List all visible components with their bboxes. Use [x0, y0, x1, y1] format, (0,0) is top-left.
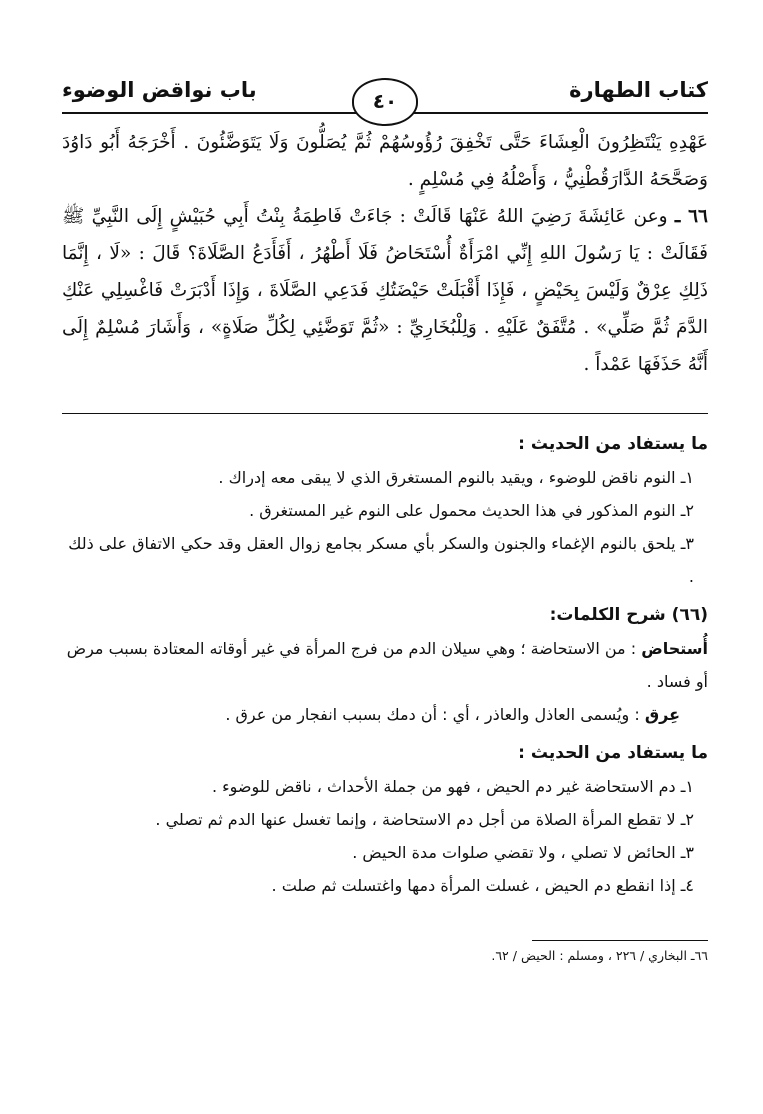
benefit-item: ٣ـ يلحق بالنوم الإغماء والجنون والسكر بأي مسكر بجامع زوال العقل وقد حكي الاتفاق على ذلك . [68, 534, 694, 586]
vocab-definition: : من الاستحاضة ؛ وهي سيلان الدم من فرج المرأة في غير أوقاته المعتادة بسبب مرض أو فساد . [66, 639, 708, 691]
book-page [62, 64, 708, 967]
vocab-definition: : ويُسمى العاذل والعاذر ، أي : أن دمك بسبب انفجار من عرق . [225, 705, 645, 724]
vocab-term: أُستحاض [641, 639, 708, 658]
hadith-number: ٦٦ ـ [674, 206, 708, 227]
benefit-item: ٢ـ النوم المذكور في هذا الحديث محمول على النوم غير المستغرق . [249, 501, 694, 520]
benefit-item: ١ـ دم الاستحاضة غير دم الحيض ، فهو من جملة الأحداث ، ناقض للوضوء . [211, 777, 694, 796]
hadith-continuation: عَهْدِهِ يَنْتَظِرُونَ الْعِشَاءَ حَتَّى تَخْفِقَ رُؤُوسُهُمْ ثُمَّ يُصَلُّونَ وَلَا يَتَوَضَّئُونَ . أَخْرَجَهُ أَبُو دَاوُدَ وَصَحَّحَهُ الدَّارَقُطْنِيُّ ، وَأَصْلُهُ فِي مُسْلِمٍ . [62, 132, 708, 190]
hadith-text-block [62, 124, 708, 383]
benefit-item: ٣ـ الحائض لا تصلي ، ولا تقضي صلوات مدة الحيض . [352, 843, 694, 862]
benefits-heading-1: ما يستفاد من الحديث : [518, 434, 708, 454]
vocab-entry-istihada [62, 632, 708, 698]
page-header [62, 64, 708, 114]
hadith-66-text: وعن عَائِشَةَ رَضِيَ اللهُ عَنْهَا قَالَتْ : جَاءَتْ فَاطِمَةُ بِنْتُ أَبِي حُبَيْشٍ إِلَى النَّبِيِّ ﷺ فَقَالَتْ : يَا رَسُولَ اللهِ إِنِّي امْرَأَةٌ أُسْتَحَاضُ فَلَا أَطْهُرُ ، أَفَأَدَعُ الصَّلَاةَ؟ قَالَ : «لَا ، إِنَّمَا ذَلِكِ عِرْقٌ وَلَيْسَ بِحَيْضٍ ، فَإِذَا أَقْبَلَتْ حَيْضَتُكِ فَدَعِي الصَّلَاةَ ، وَإِذَا أَدْبَرَتْ فَاغْسِلِي عَنْكِ الدَّمَ ثُمَّ صَلِّي» . مُتَّفَقٌ عَلَيْهِ . وَلِلْبُخَارِيِّ : «ثُمَّ تَوَضَّئِي لِكُلِّ صَلَاةٍ» ، وَأَشَارَ مُسْلِمٌ إِلَى أَنَّهُ حَذَفَهَا عَمْداً . [62, 206, 708, 375]
section-divider [62, 413, 708, 414]
benefit-item: ١ـ النوم ناقض للوضوء ، ويقيد بالنوم المستغرق الذي لا يبقى معه إدراك . [218, 468, 694, 487]
benefits-list-2 [62, 770, 708, 902]
chapter-title: باب نواقض الوضوء [62, 78, 257, 102]
book-title: كتاب الطهارة [569, 78, 708, 102]
hadith-66 [62, 198, 708, 383]
page-number: ٤٠ [352, 78, 418, 126]
vocab-heading: (٦٦) شرح الكلمات: [549, 605, 708, 625]
footnote-rule [532, 940, 708, 941]
benefits-heading-2: ما يستفاد من الحديث : [518, 743, 708, 763]
vocab-term: عِرق [644, 705, 680, 724]
footnote: ٦٦ـ البخاري / ٢٢٦ ، ومسلم : الحيض / ٦٢. [491, 948, 708, 963]
benefits-list-1 [62, 461, 708, 593]
benefit-item: ٤ـ إذا انقطع دم الحيض ، غسلت المرأة دمها واغتسلت ثم صلت . [271, 876, 694, 895]
commentary-block [62, 428, 708, 902]
benefit-item: ٢ـ لا تقطع المرأة الصلاة من أجل دم الاستحاضة ، وإنما تغسل عنها الدم ثم تصلي . [155, 810, 694, 829]
vocab-entry-irq [62, 698, 708, 731]
